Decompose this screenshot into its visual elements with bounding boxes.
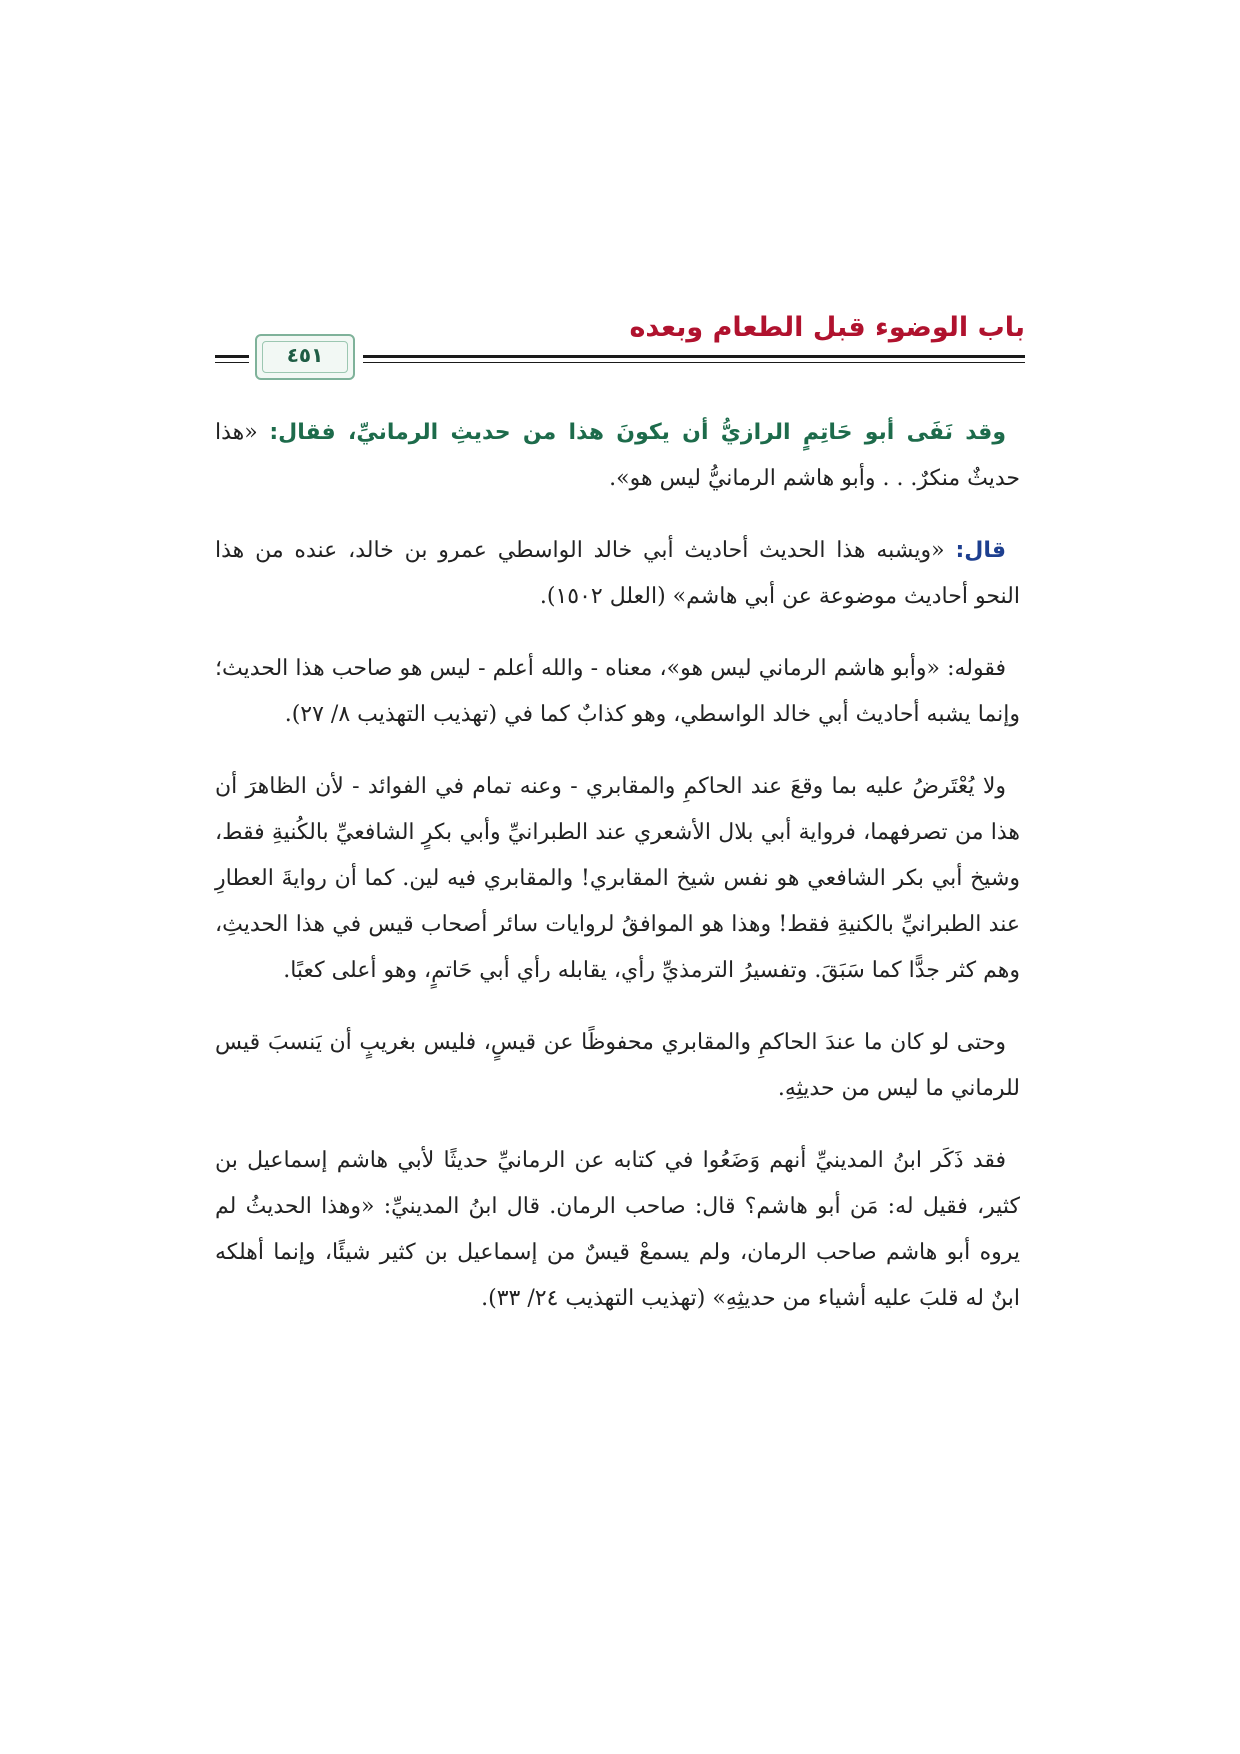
page-number: ٤٥١ <box>286 343 324 367</box>
paragraph-3: فقوله: «وأبو هاشم الرماني ليس هو»، معناه - والله أعلم - ليس هو صاحب هذا الحديث؛ وإنما يشبه أحاديث أبي خالد الواسطي، وهو كذابٌ كما في (تهذيب التهذيب ٨/ ٢٧). <box>215 656 1020 727</box>
page-number-badge <box>255 334 355 380</box>
header-rule-left-thick <box>215 355 249 358</box>
chapter-title: باب الوضوء قبل الطعام وبعده <box>629 312 1025 343</box>
paragraph-1 <box>215 410 1020 502</box>
paragraph-6: فقد ذَكَر ابنُ المدينيِّ أنهم وَضَعُوا في كتابه عن الرمانيِّ حديثًا لأبي هاشم إسماعيل بن كثير، فقيل له: مَن أبو هاشم؟ قال: صاحب الرمان. قال ابنُ المدينيِّ: «وهذا الحديثُ لم يروه أبو هاشم صاحب الرمان، ولم يسمعْ قيسٌ من إسماعيل بن كثير شيئًا، وإنما أهلكه ابنٌ له قلبَ عليه أشياء من حديثِهِ» (تهذيب التهذيب ٢٤/ ٣٣). <box>215 1148 1020 1311</box>
paragraph-2 <box>215 528 1020 620</box>
paragraph-1-text: «هذا حديثٌ منكرٌ. . . وأبو هاشم الرمانيُّ ليس هو». <box>215 420 1020 491</box>
header-rule-thick <box>363 355 1025 358</box>
paragraph-4: ولا يُعْتَرضُ عليه بما وقعَ عند الحاكمِ والمقابري - وعنه تمام في الفوائد - لأن الظاهرَ أن هذا من تصرفهما، فرواية أبي بلال الأشعري عند الطبرانيِّ وأبي بكرٍ الشافعيِّ بالكُنيةِ فقط، وشيخ أبي بكر الشافعي هو نفس شيخ المقابري! والمقابري فيه لين. كما أن روايةَ العطارِ عند الطبرانيِّ بالكنيةِ فقط! وهذا هو الموافقُ لروايات سائر أصحاب قيس في هذا الحديثِ، وهم كثر جدًّا كما سَبَقَ. وتفسيرُ الترمذيِّ رأي، يقابله رأي أبي حَاتمٍ، وهو أعلى كعبًا. <box>215 774 1020 983</box>
header-rule-thin <box>363 362 1025 363</box>
paragraph-5: وحتى لو كان ما عندَ الحاكمِ والمقابري محفوظًا عن قيسٍ، فليس بغريبٍ أن يَنسبَ قيس للرماني ما ليس من حديثِهِ. <box>215 1030 1020 1101</box>
paragraph-1-lead: وقد نَفَى أبو حَاتِمٍ الرازيُّ أن يكونَ هذا من حديثِ الرمانيِّ، فقال: <box>269 420 1006 445</box>
paragraph-2-text: «ويشبه هذا الحديث أحاديث أبي خالد الواسطي عمرو بن خالد، عنده من هذا النحو أحاديث موضوعة عن أبي هاشم» (العلل ١٥٠٢). <box>215 538 1020 609</box>
page-header <box>215 312 1025 382</box>
paragraph-2-speaker: قال: <box>955 538 1006 563</box>
header-rule-left-thin <box>215 362 249 363</box>
page-body <box>215 410 1020 1348</box>
